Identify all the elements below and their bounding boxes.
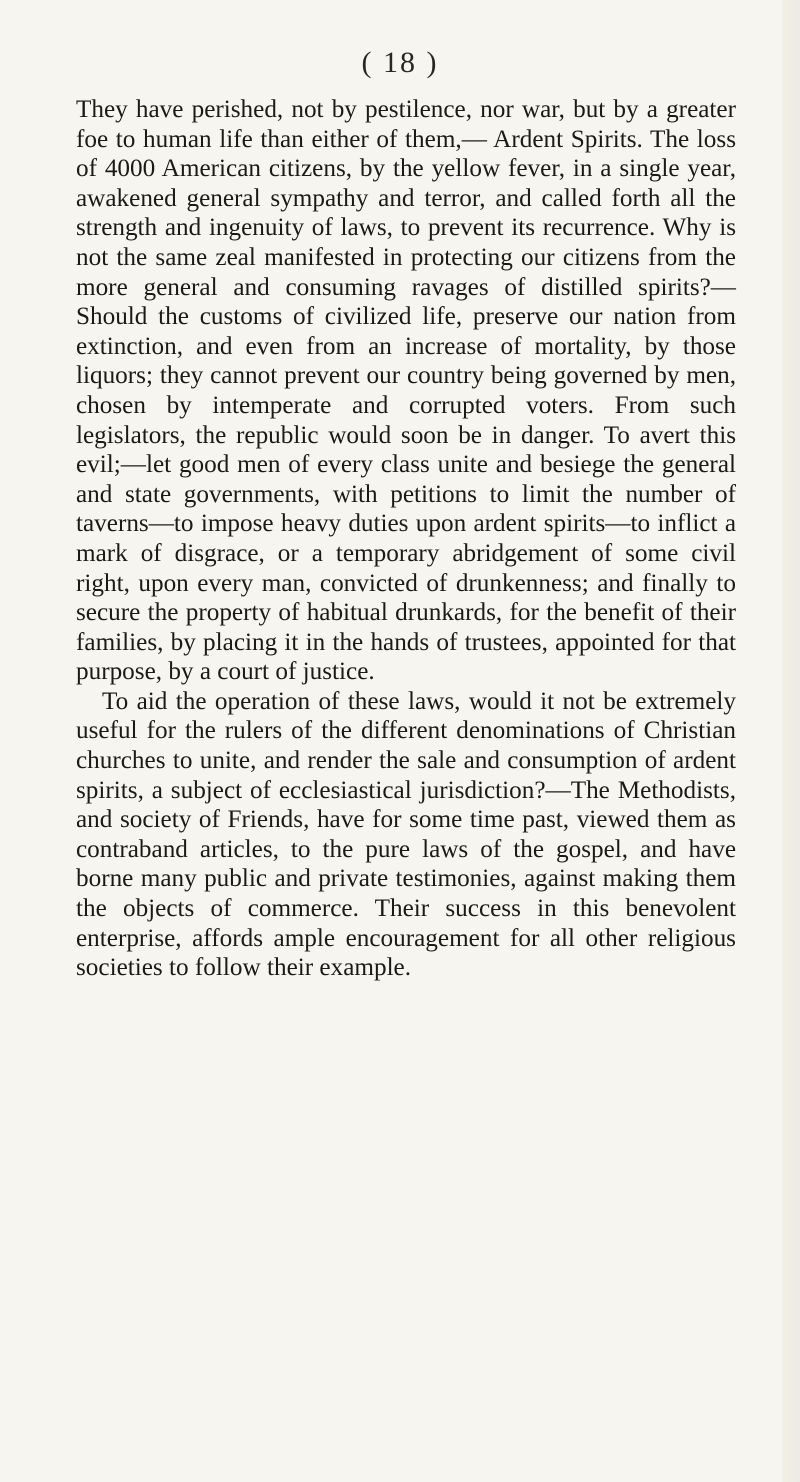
page-edge <box>782 0 800 1482</box>
page-number: ( 18 ) <box>361 46 439 79</box>
body-text <box>76 95 736 983</box>
paragraph-1: They have perished, not by pestilence, nor war, but by a greater foe to human life than either of them,— Ardent Spirits. The loss of 4000 American citizens, by the yellow fever, in a single year, awakened general sympathy and terror, and called forth all the strength and ingenuity of laws, to prevent its recurrence. Why is not the same zeal manifested in protecting our citizens from the more general and consuming ravages of distilled spirits?—Should the customs of civilized life, preserve our nation from extinction, and even from an increase of mortality, by those liquors; they cannot prevent our country being governed by men, chosen by intemperate and corrupted voters. From such legislators, the republic would soon be in danger. To avert this evil;—let good men of every class unite and besiege the general and state governments, with petitions to limit the number of taverns—to impose heavy duties upon ardent spirits—to inflict a mark of disgrace, or a temporary abridgement of some civil right, upon every man, convicted of drunkenness; and finally to secure the property of habitual drunkards, for the benefit of their families, by placing it in the hands of trustees, appointed for that purpose, by a court of justice. <box>76 96 736 686</box>
paragraph-2: To aid the operation of these laws, would it not be extremely useful for the rulers of the different denominations of Christian churches to unite, and render the sale and consumption of ardent spirits, a subject of ecclesiastical jurisdiction?—The Methodists, and society of Friends, have for some time past, viewed them as contraband articles, to the pure laws of the gospel, and have borne many public and private testimonies, against making them the objects of commerce. Their success in this benevolent enterprise, affords ample encouragement for all other religious societies to follow their example. <box>76 687 736 982</box>
